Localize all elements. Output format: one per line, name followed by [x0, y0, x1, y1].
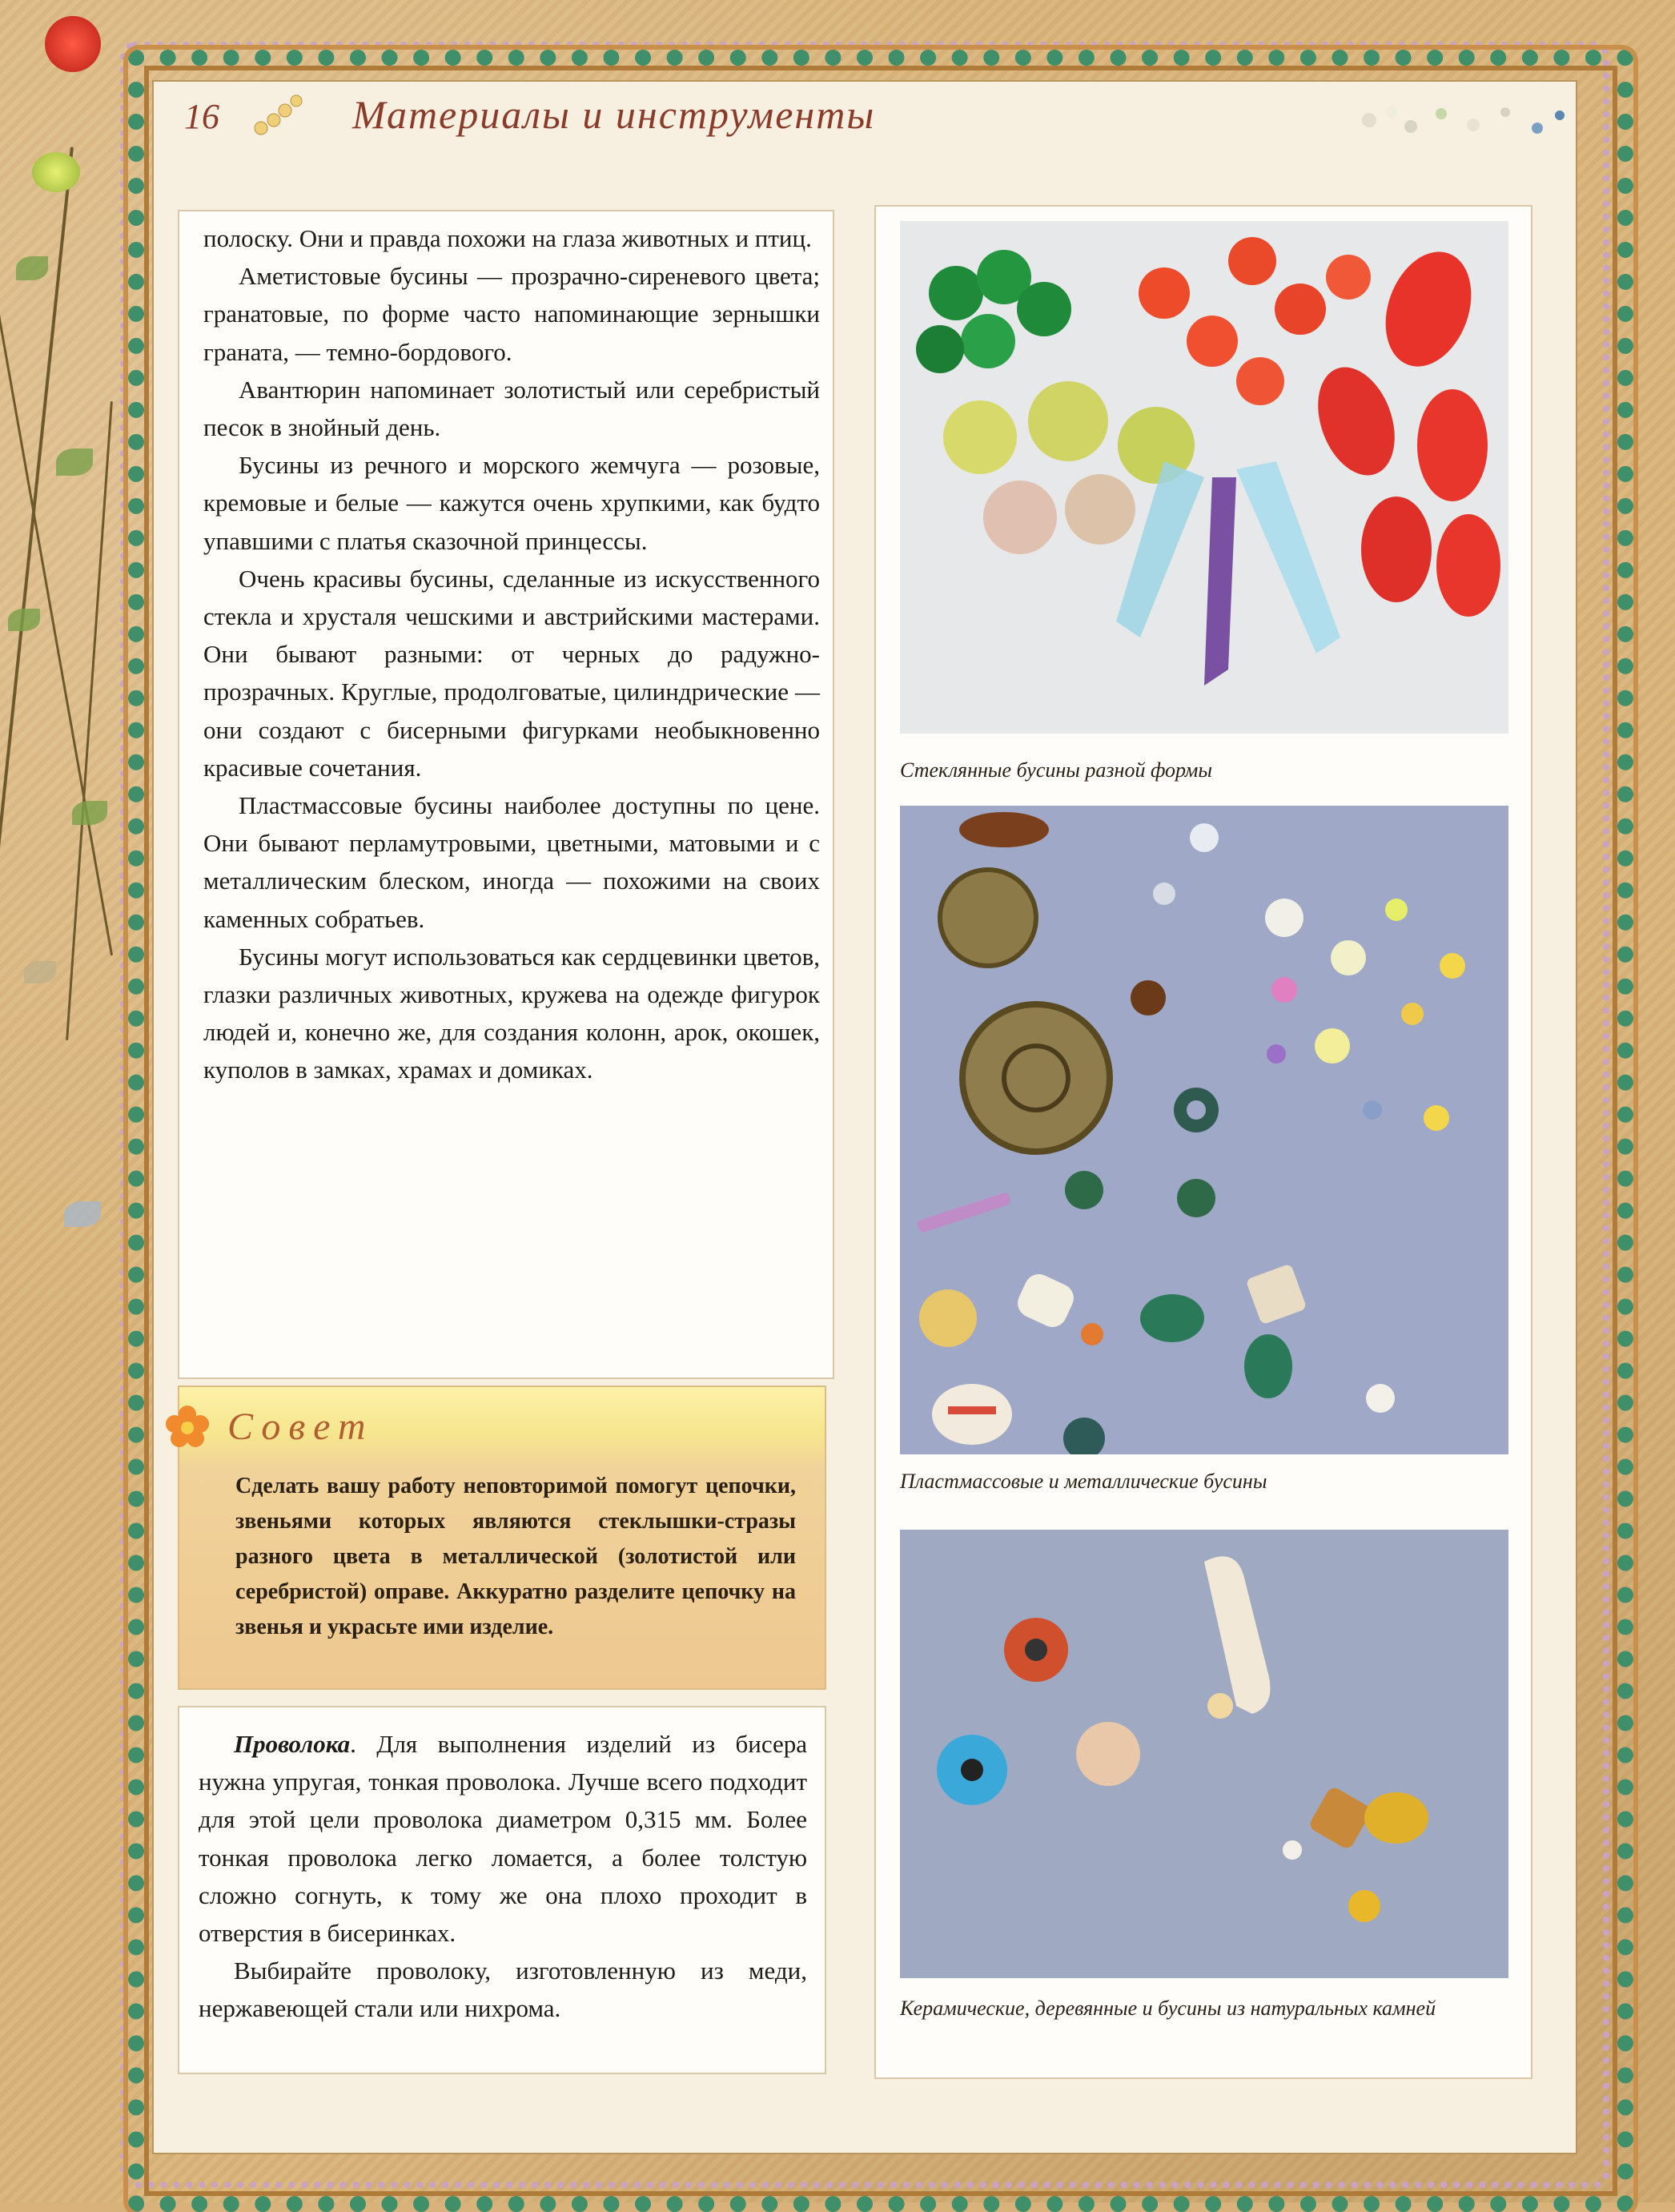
wire-paragraph [199, 1725, 807, 1952]
ceramic-wood-stone-beads-photo [900, 1530, 1508, 1978]
tip-text [235, 1469, 796, 1645]
section-title: Материалы и инструменты [352, 92, 876, 137]
paragraph: Бусины могут использоваться как сердцевинки цветов, глазки различных животных, кружева на одежде фигурок людей и, конечно же, для создания колонн, арок, окошек, куполов в замках, храмах и домиках. [203, 942, 820, 1084]
wire-text [199, 1725, 807, 2028]
photo-caption: Керамические, деревянные и бусины из натуральных камней [900, 1997, 1436, 2020]
wire-paragraph-2: Выбирайте проволоку, изготовленную из меди, нержавеющей стали или нихрома. [199, 1957, 807, 2023]
glass-beads-photo [900, 221, 1508, 734]
wire-paragraph-rest: . Для выполнения изделий из бисера нужна упругая, тонкая проволока. Лучше всего подходит для этой цели проволока диаметром 0,315 мм. Более тонкая проволока легко ломается, а более толстую сложно согнуть, к тому же она плохо проходит в отверстия в бисеринках. [199, 1730, 807, 1948]
paragraph: Бусины из речного и морского жемчуга — розовые, кремовые и белые — кажутся очень хрупкими, как будто упавшими с платья сказочной принцессы. [203, 451, 820, 555]
red-oval-beads [1304, 239, 1500, 617]
wood-oval-bead [959, 812, 1049, 847]
crystal-pendants [1116, 461, 1340, 686]
photo-caption: Пластмассовые и металлические бусины [900, 1470, 1267, 1493]
page-header [152, 88, 1577, 146]
paragraph: Аметистовые бусины — прозрачно-сиреневого цвета; гранатовые, по форме часто напоминающие зернышки граната, — темно-бордового. [203, 262, 820, 366]
photo-column [874, 205, 1532, 2079]
paragraph: полоску. Они и правда похожи на глаза животных и птиц. [203, 224, 812, 252]
pearl-string-icon [250, 93, 306, 141]
photo-caption: Стеклянные бусины разной формы [900, 758, 1212, 782]
tip-panel [178, 1386, 826, 1690]
wire-term: Проволока [234, 1730, 351, 1758]
green-faceted-beads [916, 250, 1071, 373]
paragraph: Авантюрин напоминает золотистый или серебристый песок в знойный день. [203, 375, 820, 442]
paragraph: Очень красивы бусины, сделанные из искусственного стекла и хрусталя чешскими и австрийскими мастерами. Они бывают разными: от черных до радужно-прозрачных. Круглые, продолговатые, цилиндрические — они создают с бисерными фигурками необыкновенно красивые сочетания. [203, 564, 820, 782]
header-beads-icon [1353, 96, 1577, 144]
main-text-panel [178, 210, 834, 1379]
plastic-metal-beads-photo [900, 806, 1508, 1454]
metal-button-large [962, 1004, 1110, 1152]
wire-panel [178, 1706, 826, 2074]
tip-paragraph: Сделать вашу работу неповторимой помогут цепочки, звеньями которых являются стеклышки-стразы разного цвета в металлической (золотистой или серебристой) оправе. Аккуратно разделите цепочку на звенья и украсьте ими изделие. [235, 1474, 796, 1639]
flower-icon [163, 1403, 211, 1451]
paragraph: Пластмассовые бусины наиболее доступны по цене. Они бывают перламутровыми, цветными, матовыми и с металлическим блеском, иногда — похожими на своих каменных собратьев. [203, 791, 820, 933]
tip-heading: Совет [227, 1406, 374, 1448]
page-number: 16 [184, 97, 219, 136]
metal-button-small [940, 870, 1036, 966]
main-text [203, 219, 820, 1089]
